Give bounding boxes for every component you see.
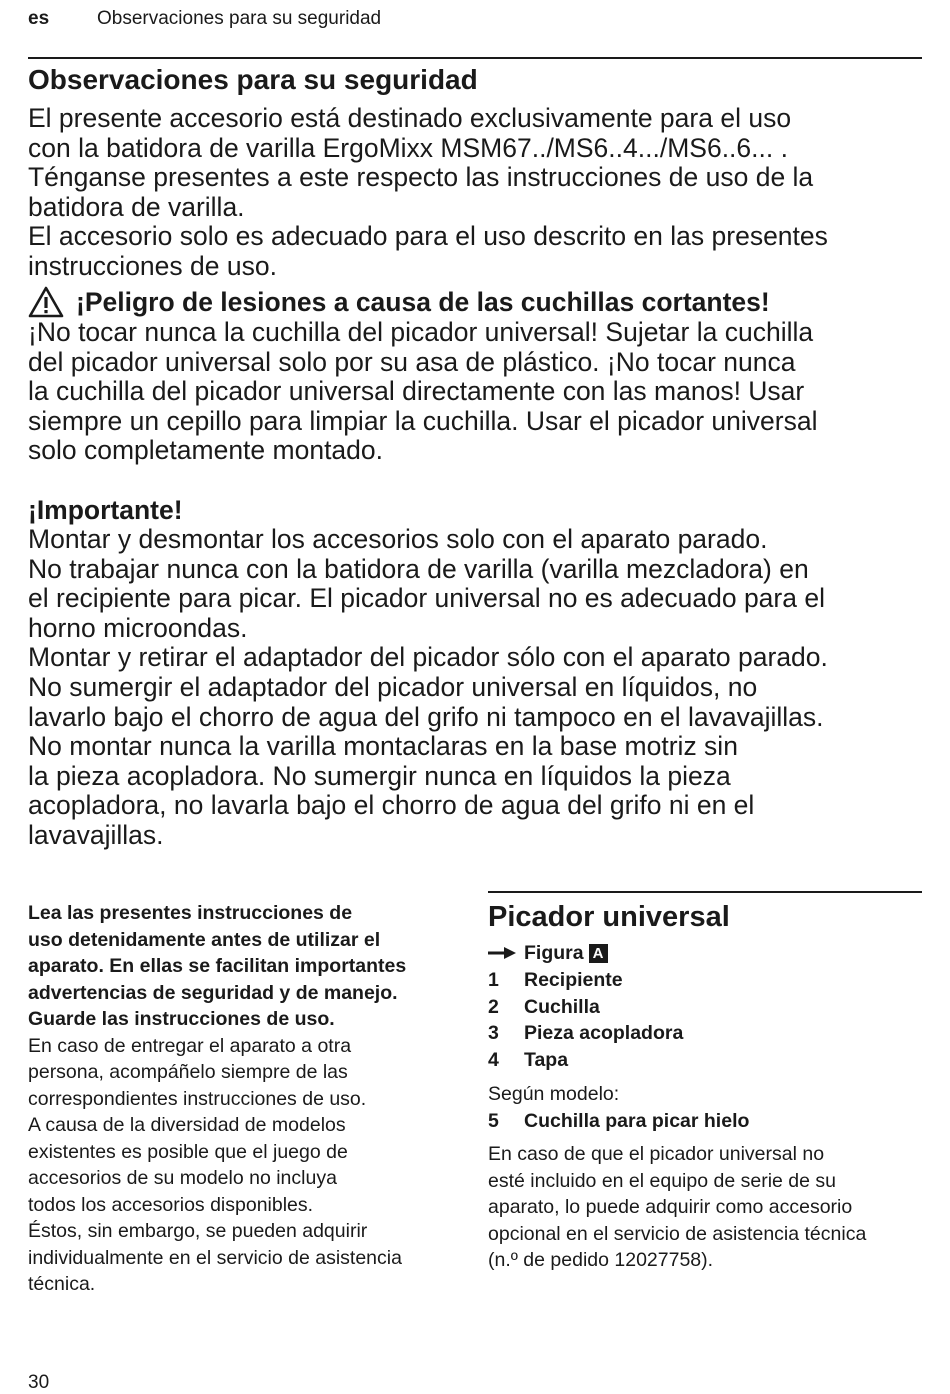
- info-line: existentes es posible que el juego de: [28, 1140, 348, 1163]
- section-divider: [488, 891, 922, 893]
- warning-title: ¡Peligro de lesiones a causa de las cuchillas cortantes!: [76, 286, 770, 317]
- intro-line: Ténganse presentes a este respecto las instrucciones de uso de la: [28, 162, 814, 193]
- important-line: la pieza acopladora. No sumergir nunca en líquidos la pieza: [28, 760, 731, 791]
- note-line: esté incluido en el equipo de serie de su: [488, 1169, 836, 1192]
- info-line: correspondientes instrucciones de uso.: [28, 1087, 367, 1110]
- figure-reference: [488, 940, 683, 967]
- note-line: En caso de que el picador universal no: [488, 1143, 825, 1165]
- list-item: [488, 967, 683, 994]
- note-line: (n.º de pedido 12027758).: [488, 1249, 714, 1271]
- item-number: 3: [488, 1022, 499, 1045]
- item-label: Pieza acopladora: [524, 1022, 684, 1045]
- item-number: 2: [488, 995, 499, 1018]
- important-line: acopladora, no lavarla bajo el chorro de agua del grifo ni en el: [28, 790, 755, 821]
- warning-line: la cuchilla del picador universal directamente con las manos! Usar: [28, 376, 805, 407]
- item-number: 4: [488, 1049, 499, 1072]
- right-arrow-icon: [488, 946, 524, 960]
- intro-line: El accesorio solo es adecuado para el uso descrito en las presentes: [28, 221, 828, 252]
- warning-triangle-icon: [28, 286, 64, 318]
- warning-line: solo completamente montado.: [28, 435, 384, 466]
- important-line: Montar y desmontar los accesorios solo con el aparato parado.: [28, 524, 768, 554]
- figure-letter-badge: A: [589, 944, 608, 963]
- item-number: 1: [488, 968, 499, 991]
- list-item: [488, 1020, 683, 1047]
- notice-line: Lea las presentes instrucciones de: [28, 902, 353, 924]
- page-title: Observaciones para su seguridad: [28, 64, 478, 95]
- intro-paragraph: [28, 104, 928, 282]
- header-divider: [28, 57, 922, 59]
- important-heading: ¡Importante!: [28, 495, 183, 525]
- warning-line: del picador universal solo por su asa de plástico. ¡No tocar nunca: [28, 346, 796, 377]
- info-line: todos los accesorios disponibles.: [28, 1193, 314, 1216]
- item-number: 5: [488, 1110, 499, 1132]
- parts-list: [488, 940, 683, 1074]
- important-line: Montar y retirar el adaptador del picador sólo con el aparato parado.: [28, 642, 828, 673]
- important-line: el recipiente para picar. El picador universal no es adecuado para el: [28, 583, 825, 614]
- page-number: 30: [28, 1372, 50, 1393]
- left-column: [28, 900, 406, 1298]
- list-item: [488, 994, 683, 1021]
- warning-line: ¡No tocar nunca la cuchilla del picador universal! Sujetar la cuchilla: [28, 317, 814, 347]
- info-line: individualmente en el servicio de asistencia: [28, 1246, 402, 1269]
- figure-label: Figura: [524, 942, 584, 964]
- intro-line: El presente accesorio está destinado exclusivamente para el uso: [28, 103, 792, 133]
- header-section-title: Observaciones para su seguridad: [97, 8, 382, 29]
- important-line: horno microondas.: [28, 612, 248, 643]
- item-label: Cuchilla: [524, 995, 600, 1018]
- list-item: [488, 1108, 749, 1134]
- notice-line: advertencias de seguridad y de manejo.: [28, 981, 398, 1004]
- important-line: No sumergir el adaptador del picador universal en líquidos, no: [28, 671, 758, 702]
- model-note: Según modelo:: [488, 1083, 620, 1105]
- item-label: Tapa: [524, 1049, 569, 1072]
- notice-line: Guarde las instrucciones de uso.: [28, 1008, 335, 1030]
- accessory-note: [488, 1141, 866, 1274]
- intro-line: batidora de varilla.: [28, 191, 245, 222]
- warning-heading: [28, 286, 770, 318]
- important-line: lavavajillas.: [28, 819, 164, 850]
- info-line: A causa de la diversidad de modelos: [28, 1114, 346, 1136]
- note-line: aparato, lo puede adquirir como accesorio: [488, 1196, 853, 1218]
- important-paragraph: [28, 525, 928, 851]
- warning-line: siempre un cepillo para limpiar la cuchilla. Usar el picador universal: [28, 405, 818, 436]
- info-line: En caso de entregar el aparato a otra: [28, 1034, 352, 1057]
- intro-line: instrucciones de uso.: [28, 250, 277, 281]
- section-title: Picador universal: [488, 901, 730, 933]
- warning-paragraph: [28, 318, 928, 466]
- info-line: persona, acompáñelo siempre de las: [28, 1061, 348, 1083]
- notice-line: aparato. En ellas se facilitan importantes: [28, 955, 407, 977]
- important-line: No trabajar nunca con la batidora de varilla (varilla mezcladora) en: [28, 553, 809, 584]
- header-language: es: [28, 8, 50, 29]
- info-line: Éstos, sin embargo, se pueden adquirir: [28, 1220, 368, 1242]
- important-line: lavarlo bajo el chorro de agua del grifo ni tampoco en el lavavajillas.: [28, 701, 824, 732]
- important-line: No montar nunca la varilla montaclaras en la base motriz sin: [28, 731, 738, 762]
- note-line: opcional en el servicio de asistencia técnica: [488, 1222, 867, 1245]
- info-line: accesorios de su modelo no incluya: [28, 1167, 337, 1189]
- intro-line: con la batidora de varilla ErgoMixx MSM67../MS6..4.../MS6..6... .: [28, 132, 788, 163]
- list-item: [488, 1047, 683, 1074]
- item-label: Cuchilla para picar hielo: [524, 1110, 750, 1132]
- info-line: técnica.: [28, 1273, 96, 1295]
- notice-line: uso detenidamente antes de utilizar el: [28, 928, 381, 951]
- item-label: Recipiente: [524, 968, 623, 991]
